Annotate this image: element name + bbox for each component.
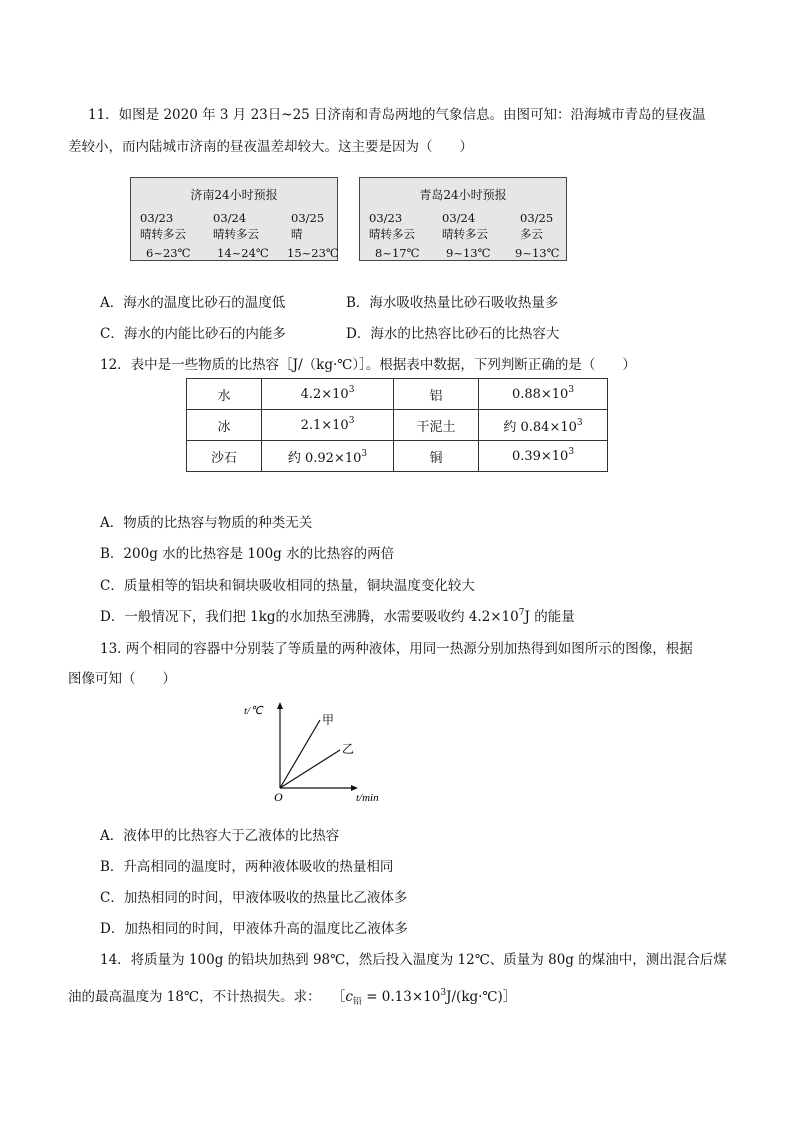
line-jia-label: 甲: [322, 713, 335, 727]
cell-exponent: 3: [568, 384, 575, 395]
forecast-temp: 14~24℃: [217, 246, 269, 260]
q12-option-d[interactable]: [100, 605, 575, 625]
table-cell: 铝: [394, 379, 479, 410]
cell-value: 0.39×10: [511, 448, 569, 464]
specific-heat-table: [186, 378, 608, 472]
forecast-day: [442, 210, 490, 261]
origin-label: O: [274, 790, 283, 804]
option-exponent: 7: [518, 608, 525, 618]
q11-stem-line2: 差较小，而内陆城市济南的昼夜温差却较大。这主要是因为（ ）: [68, 139, 473, 155]
forecast-weather: 晴: [291, 227, 303, 241]
table-cell: [479, 441, 608, 472]
table-cell: 铜: [394, 441, 479, 472]
table-cell: 沙石: [187, 441, 262, 472]
forecast-title: 济南24小时预报: [190, 188, 278, 202]
q11-option-c[interactable]: C．海水的内能比砂石的内能多: [100, 326, 286, 342]
forecast-date: 03/24: [442, 211, 476, 225]
q13-option-b[interactable]: B．升高相同的温度时，两种液体吸收的热量相同: [100, 859, 394, 875]
q12-option-a[interactable]: A．物质的比热容与物质的种类无关: [100, 515, 313, 531]
q14-stem-line1: 14．将质量为 100g 的铅块加热到 98℃，然后投入温度为 12℃、质量为 80g 的煤油中，测出混合后煤: [100, 952, 727, 968]
forecast-date: 03/24: [213, 211, 247, 225]
formula-bracket: ［: [338, 989, 346, 1005]
forecast-weather: 晴转多云: [442, 227, 488, 241]
forecast-weather: 晴转多云: [213, 227, 259, 241]
jinan-forecast-box: [130, 177, 338, 261]
q13-option-d[interactable]: D．加热相同的时间，甲液体升高的温度比乙液体多: [100, 921, 408, 937]
q14-stem-line2: [68, 985, 516, 1007]
table-cell: [262, 441, 394, 472]
option-text: J 的能量: [524, 609, 575, 625]
cell-value: 4.2×10: [300, 386, 349, 402]
forecast-title: 青岛24小时预报: [419, 188, 507, 202]
forecast-day: [369, 210, 419, 261]
table-cell: [479, 379, 608, 410]
q12-option-c[interactable]: C．质量相等的铝块和铜块吸收相同的热量，铜块温度变化较大: [100, 578, 475, 594]
forecast-day: [287, 210, 339, 261]
x-axis-label: t/min: [356, 792, 379, 804]
forecast-temp: 15~23℃: [287, 246, 339, 260]
table-cell: [262, 379, 394, 410]
cell-value: 0.88×10: [511, 386, 569, 402]
qingdao-forecast-box: [359, 177, 567, 261]
formula-unit: J/(kg·℃)］: [446, 989, 517, 1005]
line-yi-label: 乙: [342, 742, 355, 756]
forecast-temp: 8~17℃: [375, 246, 420, 260]
forecast-date: 03/25: [520, 211, 554, 225]
cell-exponent: 3: [348, 415, 355, 426]
x-axis-arrow: [351, 785, 358, 791]
lead-specific-heat-formula: [339, 989, 517, 1005]
table-cell: 冰: [187, 410, 262, 441]
formula-value: = 0.13×10: [361, 989, 441, 1005]
q11-stem-line1: 11．如图是 2020 年 3 月 23日~25 日济南和青岛两地的气象信息。由图可知：沿海城市青岛的昼夜温: [88, 107, 706, 123]
temperature-time-graph: [236, 700, 396, 810]
forecast-weather: 晴转多云: [140, 227, 186, 241]
forecast-temp: 9~13℃: [515, 246, 560, 260]
option-text: D．一般情况下，我们把 1kg的水加热至沸腾，水需要吸收约 4.2×10: [100, 609, 519, 625]
q11-option-b[interactable]: B．海水吸收热量比砂石吸收热量多: [346, 295, 559, 311]
cell-value: 约 0.92×10: [287, 450, 362, 466]
q11-option-a[interactable]: A．海水的温度比砂石的温度低: [100, 295, 286, 311]
line-yi: [280, 750, 340, 788]
y-axis-label: t/℃: [244, 705, 263, 717]
formula-subscript: 铅: [352, 997, 362, 1007]
table-cell: 干泥土: [394, 410, 479, 441]
table-row: [187, 379, 608, 410]
forecast-weather: 多云: [520, 227, 543, 241]
line-jia: [280, 720, 320, 788]
table-cell: 水: [187, 379, 262, 410]
q13-option-a[interactable]: A．液体甲的比热容大于乙液体的比热容: [100, 828, 340, 844]
forecast-day: [140, 210, 190, 261]
cell-exponent: 3: [576, 417, 583, 428]
q12-stem: 12．表中是一些物质的比热容［J/（kg·℃）］。根据表中数据，下列判断正确的是（ ）: [100, 357, 636, 373]
q13-stem-line2: 图像可知（ ）: [68, 671, 176, 687]
q11-option-d[interactable]: D．海水的比热容比砂石的比热容大: [346, 326, 560, 342]
cell-exponent: 3: [568, 446, 575, 457]
q13-option-c[interactable]: C．加热相同的时间，甲液体吸收的热量比乙液体多: [100, 890, 408, 906]
forecast-date: 03/23: [140, 211, 174, 225]
cell-exponent: 3: [348, 384, 355, 395]
forecast-weather: 晴转多云: [369, 227, 415, 241]
forecast-day: [515, 210, 560, 261]
forecast-day: [213, 210, 269, 261]
q13-stem-line1: 13. 两个相同的容器中分别装了等质量的两种液体，用同一热源分别加热得到如图所示的图像，根据: [100, 641, 693, 657]
formula-exponent: 3: [440, 988, 447, 998]
forecast-temp: 9~13℃: [446, 246, 491, 260]
cell-value: 约 0.84×10: [503, 419, 577, 435]
y-axis-arrow: [277, 702, 283, 709]
cell-exponent: 3: [361, 448, 368, 459]
table-cell: [479, 410, 608, 441]
forecast-date: 03/25: [291, 211, 325, 225]
table-cell: [262, 410, 394, 441]
q14-stem-text: 油的最高温度为 18℃，不计热损失。求：: [68, 989, 321, 1005]
forecast-date: 03/23: [369, 211, 403, 225]
table-row: [187, 410, 608, 441]
cell-value: 2.1×10: [300, 417, 349, 433]
formula-symbol: c: [345, 989, 353, 1005]
forecast-temp: 6~23℃: [146, 246, 191, 260]
q12-option-b[interactable]: B．200g 水的比热容是 100g 水的比热容的两倍: [100, 546, 395, 562]
table-row: [187, 441, 608, 472]
